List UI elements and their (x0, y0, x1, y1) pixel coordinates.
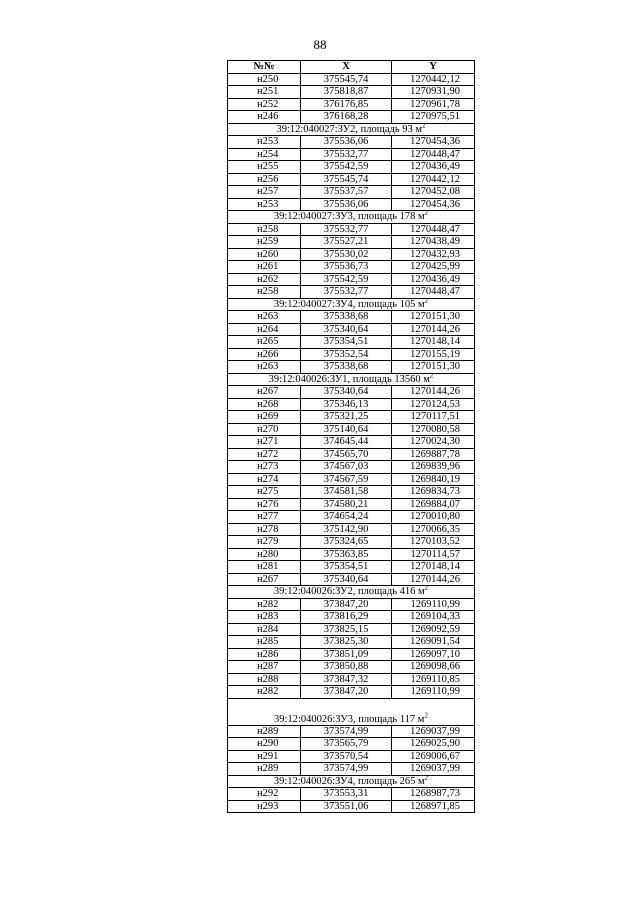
y-coordinate-cell: 1270117,51 (392, 411, 475, 424)
y-coordinate-cell: 1270961,78 (392, 98, 475, 111)
point-id-cell: н274 (228, 473, 301, 486)
x-coordinate-cell: 373816,29 (301, 611, 392, 624)
table-row (228, 161, 475, 174)
point-id-cell: н258 (228, 286, 301, 299)
column-header-y: Y (392, 61, 475, 74)
area-unit-superscript: 2 (424, 585, 429, 592)
area-unit-superscript: 2 (424, 210, 429, 217)
y-coordinate-cell: 1270448,47 (392, 223, 475, 236)
table-row (228, 598, 475, 611)
point-id-cell: н289 (228, 763, 301, 776)
y-coordinate-cell: 1269110,99 (392, 686, 475, 699)
point-id-cell: н292 (228, 788, 301, 801)
x-coordinate-cell: 375532,77 (301, 286, 392, 299)
y-coordinate-cell: 1270432,93 (392, 248, 475, 261)
point-id-cell: н269 (228, 411, 301, 424)
table-row (228, 136, 475, 149)
y-coordinate-cell: 1270010,80 (392, 511, 475, 524)
x-coordinate-cell: 375354,51 (301, 336, 392, 349)
point-id-cell: н279 (228, 536, 301, 549)
point-id-cell: н255 (228, 161, 301, 174)
y-coordinate-cell: 1270155,19 (392, 348, 475, 361)
point-id-cell: н260 (228, 248, 301, 261)
x-coordinate-cell: 373847,32 (301, 673, 392, 686)
y-coordinate-cell: 1269884,07 (392, 498, 475, 511)
y-coordinate-cell: 1269887,78 (392, 448, 475, 461)
parcel-title (228, 698, 475, 725)
table-row (228, 486, 475, 499)
point-id-cell: н270 (228, 423, 301, 436)
table-row (228, 398, 475, 411)
parcel-title-text: 39:12:040026:ЗУ4, площадь 265 м (273, 775, 425, 787)
x-coordinate-cell: 375532,77 (301, 223, 392, 236)
x-coordinate-cell: 375537,57 (301, 186, 392, 199)
x-coordinate-cell: 375338,68 (301, 311, 392, 324)
table-row (228, 198, 475, 211)
point-id-cell: н268 (228, 398, 301, 411)
y-coordinate-cell: 1269098,66 (392, 661, 475, 674)
table-row (228, 273, 475, 286)
table-row (228, 648, 475, 661)
y-coordinate-cell: 1270448,47 (392, 148, 475, 161)
y-coordinate-cell: 1269006,67 (392, 750, 475, 763)
x-coordinate-cell: 373847,20 (301, 686, 392, 699)
point-id-cell: н267 (228, 573, 301, 586)
y-coordinate-cell: 1268987,73 (392, 788, 475, 801)
table-row (228, 348, 475, 361)
parcel-title-text: 39:12:040027:ЗУ3, площадь 178 м (273, 211, 425, 223)
point-id-cell: н290 (228, 738, 301, 751)
area-unit-superscript: 2 (424, 298, 429, 305)
y-coordinate-cell: 1270151,30 (392, 361, 475, 374)
x-coordinate-cell: 376176,85 (301, 98, 392, 111)
point-id-cell: н256 (228, 173, 301, 186)
y-coordinate-cell: 1270454,36 (392, 136, 475, 149)
x-coordinate-cell: 375527,21 (301, 236, 392, 249)
table-row (228, 461, 475, 474)
table-row (228, 361, 475, 374)
x-coordinate-cell: 373847,20 (301, 598, 392, 611)
point-id-cell: н277 (228, 511, 301, 524)
y-coordinate-cell: 1270124,53 (392, 398, 475, 411)
y-coordinate-cell: 1270442,12 (392, 73, 475, 86)
point-id-cell: н273 (228, 461, 301, 474)
parcel-title-text: 39:12:040026:ЗУ3, площадь 117 м (274, 713, 425, 725)
x-coordinate-cell: 375346,13 (301, 398, 392, 411)
x-coordinate-cell: 375352,54 (301, 348, 392, 361)
table-row (228, 186, 475, 199)
y-coordinate-cell: 1270103,52 (392, 536, 475, 549)
x-coordinate-cell: 375536,06 (301, 198, 392, 211)
point-id-cell: н283 (228, 611, 301, 624)
point-id-cell: н280 (228, 548, 301, 561)
parcel-title (228, 123, 475, 136)
x-coordinate-cell: 374645,44 (301, 436, 392, 449)
point-id-cell: н282 (228, 598, 301, 611)
y-coordinate-cell: 1269025,90 (392, 738, 475, 751)
table-row (228, 673, 475, 686)
table-row (228, 386, 475, 399)
y-coordinate-cell: 1270931,90 (392, 86, 475, 99)
x-coordinate-cell: 375354,51 (301, 561, 392, 574)
point-id-cell: н289 (228, 725, 301, 738)
y-coordinate-cell: 1270066,35 (392, 523, 475, 536)
point-id-cell: н263 (228, 311, 301, 324)
y-coordinate-cell: 1270151,30 (392, 311, 475, 324)
point-id-cell: н286 (228, 648, 301, 661)
table-row (228, 623, 475, 636)
section-header-row (228, 698, 475, 725)
x-coordinate-cell: 374567,59 (301, 473, 392, 486)
table-row (228, 473, 475, 486)
table-row (228, 111, 475, 124)
y-coordinate-cell: 1270080,58 (392, 423, 475, 436)
table-row (228, 561, 475, 574)
x-coordinate-cell: 374565,70 (301, 448, 392, 461)
x-coordinate-cell: 375324,65 (301, 536, 392, 549)
x-coordinate-cell: 375321,25 (301, 411, 392, 424)
x-coordinate-cell: 373570,54 (301, 750, 392, 763)
table-row (228, 236, 475, 249)
point-id-cell: н257 (228, 186, 301, 199)
table-row (228, 86, 475, 99)
x-coordinate-cell: 375363,85 (301, 548, 392, 561)
x-coordinate-cell: 375140,64 (301, 423, 392, 436)
x-coordinate-cell: 373565,79 (301, 738, 392, 751)
table-row (228, 73, 475, 86)
parcel-title (228, 775, 475, 788)
parcel-title-text: 39:12:040026:ЗУ1, площадь 13560 м (268, 373, 430, 385)
coordinates-table (227, 60, 475, 813)
point-id-cell: н267 (228, 386, 301, 399)
x-coordinate-cell: 375340,64 (301, 386, 392, 399)
parcel-title (228, 211, 475, 224)
y-coordinate-cell: 1269104,33 (392, 611, 475, 624)
point-id-cell: н253 (228, 136, 301, 149)
parcel-title (228, 298, 475, 311)
y-coordinate-cell: 1269839,96 (392, 461, 475, 474)
y-coordinate-cell: 1270452,08 (392, 186, 475, 199)
x-coordinate-cell: 375530,02 (301, 248, 392, 261)
table-row (228, 98, 475, 111)
x-coordinate-cell: 375818,87 (301, 86, 392, 99)
y-coordinate-cell: 1269091,54 (392, 636, 475, 649)
table-row (228, 548, 475, 561)
area-unit-superscript: 2 (429, 373, 434, 380)
section-header-row (228, 775, 475, 788)
point-id-cell: н250 (228, 73, 301, 86)
table-row (228, 173, 475, 186)
x-coordinate-cell: 373825,15 (301, 623, 392, 636)
x-coordinate-cell: 375536,06 (301, 136, 392, 149)
y-coordinate-cell: 1269037,99 (392, 763, 475, 776)
y-coordinate-cell: 1270975,51 (392, 111, 475, 124)
table-row (228, 436, 475, 449)
point-id-cell: н253 (228, 198, 301, 211)
y-coordinate-cell: 1270148,14 (392, 336, 475, 349)
y-coordinate-cell: 1269834,73 (392, 486, 475, 499)
y-coordinate-cell: 1270144,26 (392, 573, 475, 586)
point-id-cell: н266 (228, 348, 301, 361)
table-header-row (228, 61, 475, 74)
table-row (228, 448, 475, 461)
parcel-title (228, 373, 475, 386)
x-coordinate-cell: 374567,03 (301, 461, 392, 474)
y-coordinate-cell: 1269840,19 (392, 473, 475, 486)
point-id-cell: н278 (228, 523, 301, 536)
point-id-cell: н291 (228, 750, 301, 763)
parcel-title (228, 586, 475, 599)
table-row (228, 498, 475, 511)
x-coordinate-cell: 374654,24 (301, 511, 392, 524)
y-coordinate-cell: 1270454,36 (392, 198, 475, 211)
y-coordinate-cell: 1270114,57 (392, 548, 475, 561)
point-id-cell: н285 (228, 636, 301, 649)
x-coordinate-cell: 375338,68 (301, 361, 392, 374)
point-id-cell: н275 (228, 486, 301, 499)
page-number: 88 (313, 37, 327, 52)
table-row (228, 248, 475, 261)
area-unit-superscript: 2 (422, 123, 426, 130)
table-row (228, 725, 475, 738)
y-coordinate-cell: 1269037,99 (392, 725, 475, 738)
table-row (228, 661, 475, 674)
x-coordinate-cell: 375542,59 (301, 273, 392, 286)
point-id-cell: н252 (228, 98, 301, 111)
table-row (228, 536, 475, 549)
point-id-cell: н284 (228, 623, 301, 636)
point-id-cell: н272 (228, 448, 301, 461)
x-coordinate-cell: 373850,88 (301, 661, 392, 674)
area-unit-superscript: 2 (424, 775, 429, 782)
section-header-row (228, 373, 475, 386)
y-coordinate-cell: 1270024,30 (392, 436, 475, 449)
point-id-cell: н281 (228, 561, 301, 574)
y-coordinate-cell: 1270442,12 (392, 173, 475, 186)
table-row (228, 636, 475, 649)
y-coordinate-cell: 1270438,49 (392, 236, 475, 249)
table-row (228, 611, 475, 624)
point-id-cell: н254 (228, 148, 301, 161)
table-row (228, 523, 475, 536)
point-id-cell: н265 (228, 336, 301, 349)
table-row (228, 738, 475, 751)
table-row (228, 323, 475, 336)
point-id-cell: н258 (228, 223, 301, 236)
point-id-cell: н282 (228, 686, 301, 699)
x-coordinate-cell: 375536,73 (301, 261, 392, 274)
x-coordinate-cell: 373825,30 (301, 636, 392, 649)
section-header-row (228, 586, 475, 599)
y-coordinate-cell: 1268971,85 (392, 800, 475, 813)
table-row (228, 311, 475, 324)
parcel-title-text: 39:12:040026:ЗУ2, площадь 416 м (273, 586, 425, 598)
x-coordinate-cell: 375142,90 (301, 523, 392, 536)
point-id-cell: н276 (228, 498, 301, 511)
x-coordinate-cell: 375545,74 (301, 73, 392, 86)
x-coordinate-cell: 374580,21 (301, 498, 392, 511)
table-row (228, 800, 475, 813)
point-id-cell: н287 (228, 661, 301, 674)
x-coordinate-cell: 375545,74 (301, 173, 392, 186)
table-body (228, 73, 475, 813)
x-coordinate-cell: 375532,77 (301, 148, 392, 161)
y-coordinate-cell: 1270448,47 (392, 286, 475, 299)
table-row (228, 763, 475, 776)
point-id-cell: н246 (228, 111, 301, 124)
y-coordinate-cell: 1270436,49 (392, 273, 475, 286)
y-coordinate-cell: 1269110,99 (392, 598, 475, 611)
y-coordinate-cell: 1270148,14 (392, 561, 475, 574)
point-id-cell: н293 (228, 800, 301, 813)
x-coordinate-cell: 375340,64 (301, 323, 392, 336)
y-coordinate-cell: 1270425,99 (392, 261, 475, 274)
point-id-cell: н271 (228, 436, 301, 449)
table-row (228, 750, 475, 763)
point-id-cell: н264 (228, 323, 301, 336)
y-coordinate-cell: 1270144,26 (392, 323, 475, 336)
point-id-cell: н259 (228, 236, 301, 249)
column-header-number: №№ (228, 61, 301, 74)
section-header-row (228, 211, 475, 224)
table-row (228, 511, 475, 524)
x-coordinate-cell: 376168,28 (301, 111, 392, 124)
point-id-cell: н263 (228, 361, 301, 374)
x-coordinate-cell: 373851,09 (301, 648, 392, 661)
x-coordinate-cell: 374581,58 (301, 486, 392, 499)
section-header-row (228, 123, 475, 136)
x-coordinate-cell: 373574,99 (301, 763, 392, 776)
area-unit-superscript: 2 (424, 711, 428, 719)
table-row (228, 573, 475, 586)
parcel-title-text: 39:12:040027:ЗУ4, площадь 105 м (273, 298, 425, 310)
x-coordinate-cell: 375542,59 (301, 161, 392, 174)
table-row (228, 686, 475, 699)
column-header-x: X (301, 61, 392, 74)
point-id-cell: н262 (228, 273, 301, 286)
table-row (228, 148, 475, 161)
y-coordinate-cell: 1270436,49 (392, 161, 475, 174)
x-coordinate-cell: 373574,99 (301, 725, 392, 738)
table-row (228, 223, 475, 236)
y-coordinate-cell: 1269097,10 (392, 648, 475, 661)
point-id-cell: н251 (228, 86, 301, 99)
y-coordinate-cell: 1270144,26 (392, 386, 475, 399)
y-coordinate-cell: 1269092,59 (392, 623, 475, 636)
table-row (228, 286, 475, 299)
x-coordinate-cell: 373551,06 (301, 800, 392, 813)
table-row (228, 788, 475, 801)
y-coordinate-cell: 1269110,85 (392, 673, 475, 686)
x-coordinate-cell: 375340,64 (301, 573, 392, 586)
table-row (228, 261, 475, 274)
point-id-cell: н288 (228, 673, 301, 686)
table-row (228, 423, 475, 436)
table-row (228, 411, 475, 424)
parcel-title-text: 39:12:040027:ЗУ2, площадь 93 м (276, 123, 423, 135)
point-id-cell: н261 (228, 261, 301, 274)
table-row (228, 336, 475, 349)
x-coordinate-cell: 373553,31 (301, 788, 392, 801)
section-header-row (228, 298, 475, 311)
